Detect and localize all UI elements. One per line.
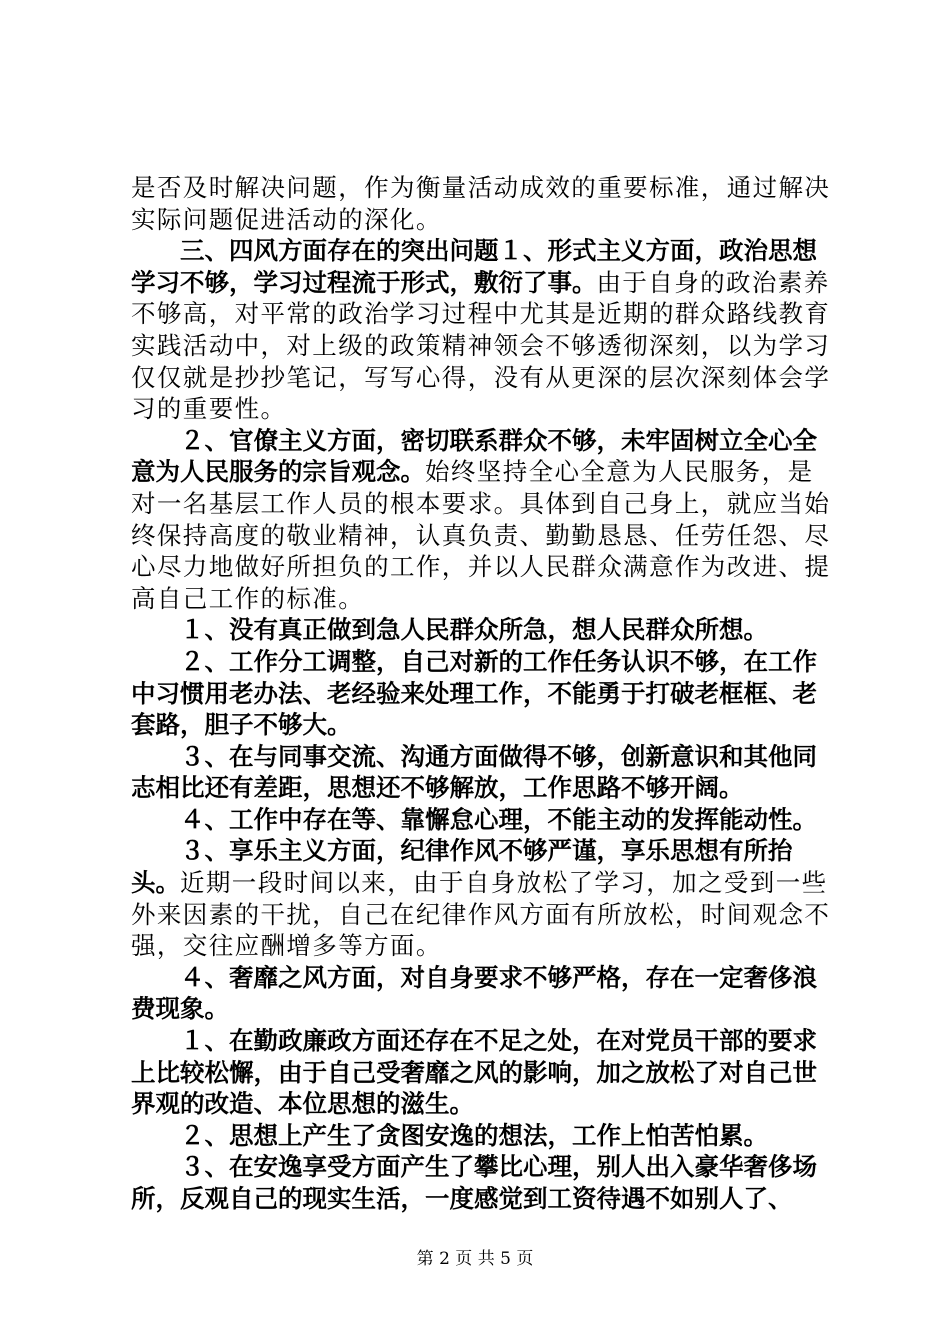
paragraph: ２、官僚主义方面，密切联系群众不够，未牢固树立全心全意为人民服务的宗旨观念。始终坚持全心全意为人民服务，是对一名基层工作人员的根本要求。具体到自己身上，就应当始终保持高度的敬业精神，认真负责、勤勤恳恳、任劳任怨、尽心尽力地做好所担负的工作，并以人民群众满意作为改进、提高自己工作的标准。 (131, 425, 831, 613)
paragraph: 是否及时解决问题，作为衡量活动成效的重要标准，通过解决实际问题促进活动的深化。 (131, 173, 831, 234)
paragraph: ２、思想上产生了贪图安逸的想法，工作上怕苦怕累。 (180, 1120, 768, 1150)
page-number-footer: 第 2 页 共 5 页 (416, 1249, 534, 1269)
paragraph: １、在勤政廉政方面还存在不足之处，在对党员干部的要求上比较松懈，由于自己受奢靡之风的影响，加之放松了对自己世界观的改造、本位思想的滋生。 (131, 1026, 817, 1119)
paragraph: ３、享乐主义方面，纪律作风不够严谨，享乐思想有所抬头。近期一段时间以来，由于自身放松了学习，加之受到一些外来因素的干扰，自己在纪律作风方面有所放松，时间观念不强，交往应酬增多等方面。 (131, 836, 831, 961)
paragraph: ３、在与同事交流、沟通方面做得不够，创新意识和其他同志相比还有差距，思想还不够解放，工作思路不够开阔。 (131, 741, 817, 803)
document-body (131, 172, 831, 1215)
paragraph: 三、四风方面存在的突出问题１、形式主义方面，政治思想学习不够，学习过程流于形式，敷衍了事。由于自身的政治素养不够高，对平常的政治学习过程中尤其是近期的群众路线教育实践活动中，对上级的政策精神领会不够透彻深刻，以为学习仅仅就是抄抄笔记，写写心得，没有从更深的层次深刻体会学习的重要性。 (131, 236, 831, 424)
paragraph: ４、奢靡之风方面，对自身要求不够严格，存在一定奢侈浪费现象。 (131, 962, 817, 1024)
paragraph: ３、在安逸享受方面产生了攀比心理，别人出入豪华奢侈场所，反观自己的现实生活，一度感觉到工资待遇不如别人了、 (131, 1152, 817, 1213)
paragraph: １、没有真正做到急人民群众所急，想人民群众所想。 (180, 615, 768, 645)
paragraph: ４、工作中存在等、靠懈怠心理，不能主动的发挥能动性。 (180, 804, 817, 834)
paragraph: ２、工作分工调整，自己对新的工作任务认识不够，在工作中习惯用老办法、老经验来处理工作，不能勇于打破老框框、老套路，胆子不够大。 (131, 646, 817, 740)
